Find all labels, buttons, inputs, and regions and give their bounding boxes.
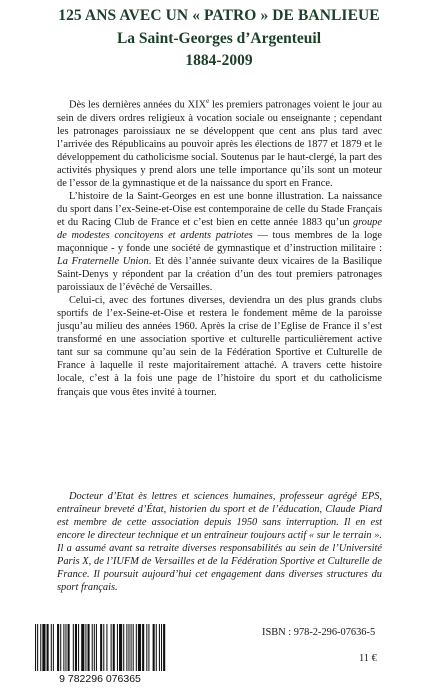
blurb-paragraph-3: Celui-ci, avec des fortunes diverses, deviendra un des plus grands clubs sportifs de l’ex-Seine-et-Oise et restera le fondement même de la paroisse jusqu’au milieu des années 1960. Après la crise de l’Eglise de France il s’est transformé en une association sportive et culturelle particulièrement active tant sur sa commune qu’au sein de la Fédération Sportive et Culturelle de France à laquelle il reste majoritairement attaché. A travers cette histoire locale, c’est à la fois une page de l’histoire du sport et du catholicisme français que vous êtes invité à tourner. <box>57 295 382 398</box>
author-bio: Docteur d’Etat ès lettres et sciences humaines, professeur agrégé EPS, entraîneur breveté d’État, historien du sport et de l’éducation, Claude Piard est membre de cette association depuis 1950 sans interruption. Il en est encore le directeur technique et un entraîneur toujours actif « sur le terrain ». Il a assumé avant sa retraite diverses responsabilités au sein de l’Université Paris X, de l’IUFM de Versailles et de la Fédération Sportive et Culturelle de France. Il poursuit aujourd’hui cet engagement dans diverses structures du sport français. <box>57 491 382 594</box>
blurb-paragraph-1: Dès les dernières années du XIXe les premiers patronages voient le jour au sein de divers ordres religieux à vocation sociale ou enseignante ; cependant les patronages paroissiaux ne se développent que cent ans plus tard avec l’arrivée des Républicains au pouvoir après les élections de 1877 et 1879 et le développement du catholicisme social. Soutenus par le haut-clergé, la part des activités physiques y prend alors une telle importance qu’ils sont un moteur de l’essor de la gymnastique et de la naissance du sport en France. <box>57 97 382 189</box>
title-line-3: 1884-2009 <box>185 52 253 69</box>
barcode-digits: 9 782296 076365 <box>59 673 141 684</box>
price: 11 € <box>359 653 377 664</box>
blurb <box>57 95 382 399</box>
barcode <box>25 622 175 684</box>
title-line-1: 125 ANS AVEC UN « PATRO » DE BANLIEUE <box>58 7 380 24</box>
isbn: ISBN : 978-2-296-07636-5 <box>262 627 376 638</box>
blurb-paragraph-2: L’histoire de la Saint-Georges en est une bonne illustration. La naissance du sport dans l’ex-Seine-et-Oise est contemporaine de celle du Stade Français et du Racing Club de France et c’est bien en cette année 1883 qu’un groupe de modestes concitoyens et ardents patriotes — tous membres de la loge maçonnique - y fonde une société de gymnastique et d’instruction militaire : La Fraternelle Union. Et dès l’année suivante deux vicaires de la Basilique Saint-Denys y répondent par la création d’un des tout premiers patronages paroissiaux de l’évêché de Versailles. <box>57 190 382 294</box>
title-line-2: La Saint-Georges d’Argenteuil <box>116 30 322 47</box>
